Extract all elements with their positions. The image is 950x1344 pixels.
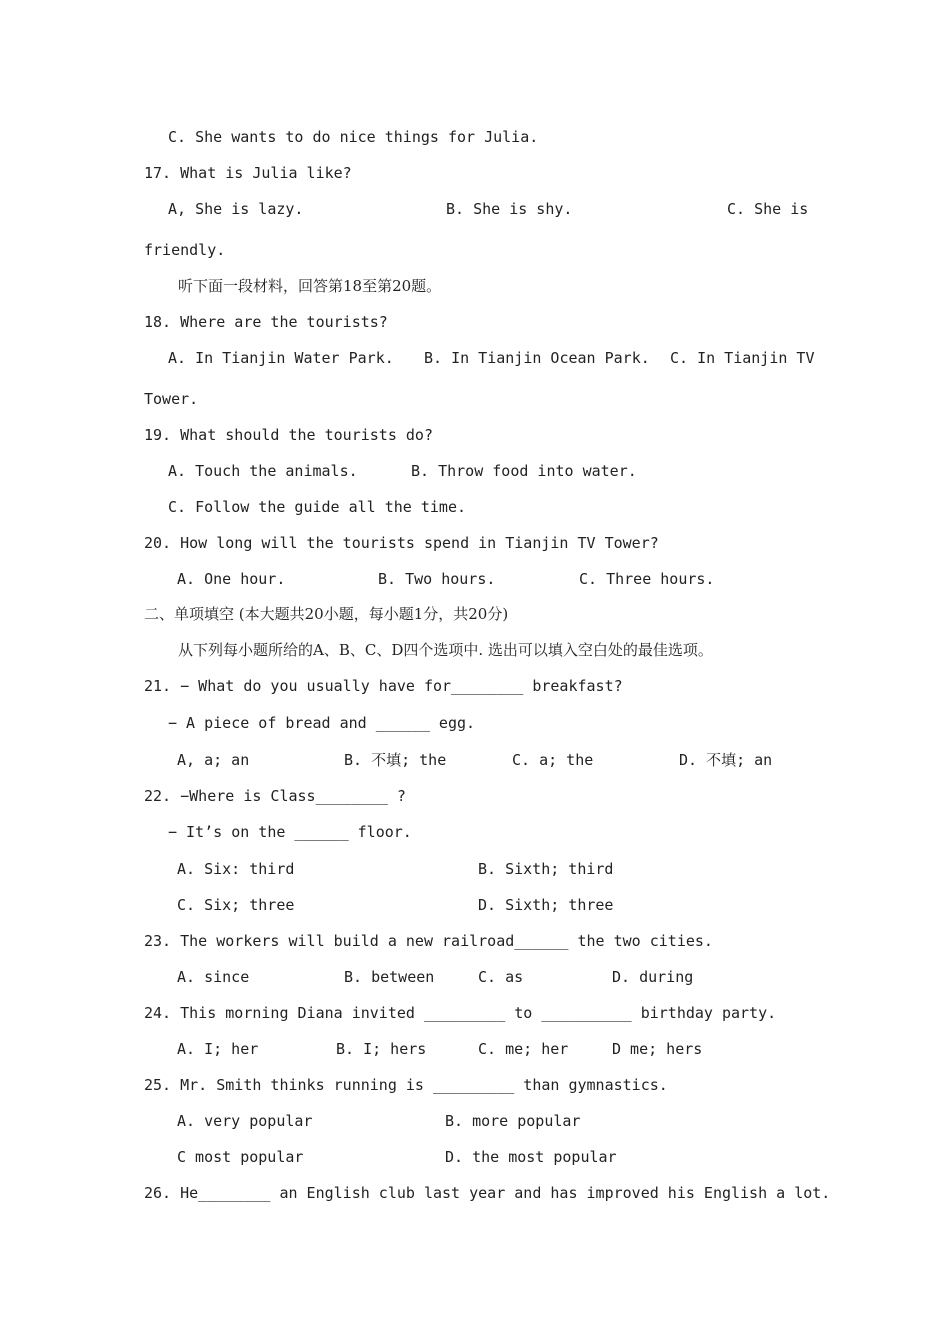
q22-option-a: A. Six: third bbox=[177, 860, 295, 878]
q25-stem: 25. Mr. Smith thinks running is _________ than gymnastics. bbox=[144, 1076, 668, 1094]
q26-stem: 26. He________ an English club last year and has improved his English a lot. bbox=[144, 1184, 831, 1202]
section-2-instruction: 从下列每小题所给的A、B、C、D四个选项中. 选出可以填入空白处的最佳选项。 bbox=[178, 641, 713, 659]
q23-option-a: A. since bbox=[177, 968, 250, 986]
q19-option-b: B. Throw food into water. bbox=[411, 462, 637, 480]
q25-option-b: B. more popular bbox=[445, 1112, 581, 1130]
q18-option-c-cont: Tower. bbox=[144, 390, 199, 408]
q17-option-b: B. She is shy. bbox=[446, 200, 573, 218]
q21-option-b: B. 不填; the bbox=[344, 751, 447, 769]
q16-option-c: C. She wants to do nice things for Julia. bbox=[168, 128, 539, 146]
q24-stem: 24. This morning Diana invited _________ to __________ birthday party. bbox=[144, 1004, 777, 1022]
q22-option-b: B. Sixth; third bbox=[478, 860, 614, 878]
q22-option-d: D. Sixth; three bbox=[478, 896, 614, 914]
q22-stem: 22. −Where is Class________ ? bbox=[144, 787, 406, 805]
q20-option-c: C. Three hours. bbox=[579, 570, 715, 588]
q18-option-b: B. In Tianjin Ocean Park. bbox=[424, 349, 650, 367]
q18-option-a: A. In Tianjin Water Park. bbox=[168, 349, 394, 367]
q24-option-b: B. I; hers bbox=[336, 1040, 427, 1058]
q21-option-c: C. a; the bbox=[512, 751, 594, 769]
q23-option-c: C. as bbox=[478, 968, 524, 986]
q17-option-a: A, She is lazy. bbox=[168, 200, 304, 218]
q23-option-d: D. during bbox=[612, 968, 694, 986]
q25-option-a: A. very popular bbox=[177, 1112, 313, 1130]
section-2-heading: 二、单项填空 (本大题共20小题，每小题1分，共20分) bbox=[144, 605, 509, 623]
q24-option-a: A. I; her bbox=[177, 1040, 259, 1058]
q18-option-c: C. In Tianjin TV bbox=[670, 349, 815, 367]
q25-option-d: D. the most popular bbox=[445, 1148, 617, 1166]
q18-stem: 18. Where are the tourists? bbox=[144, 313, 388, 331]
q17-stem: 17. What is Julia like? bbox=[144, 164, 352, 182]
q24-option-d: D me; hers bbox=[612, 1040, 703, 1058]
q23-stem: 23. The workers will build a new railroad______ the two cities. bbox=[144, 932, 713, 950]
q21-stem: 21. − What do you usually have for________ breakfast? bbox=[144, 677, 623, 695]
q22-option-c: C. Six; three bbox=[177, 896, 295, 914]
q17-option-c: C. She is bbox=[727, 200, 809, 218]
q19-stem: 19. What should the tourists do? bbox=[144, 426, 433, 444]
q21-option-a: A, a; an bbox=[177, 751, 250, 769]
q20-stem: 20. How long will the tourists spend in Tianjin TV Tower? bbox=[144, 534, 659, 552]
instruction-18-20: 听下面一段材料，回答第18至第20题。 bbox=[178, 277, 442, 295]
q17-option-c-cont: friendly. bbox=[144, 241, 226, 259]
q22-stem-2: − It’s on the ______ floor. bbox=[168, 823, 412, 841]
q21-option-d: D. 不填; an bbox=[679, 751, 773, 769]
q23-option-b: B. between bbox=[344, 968, 435, 986]
q19-option-a: A. Touch the animals. bbox=[168, 462, 358, 480]
q20-option-b: B. Two hours. bbox=[378, 570, 496, 588]
q20-option-a: A. One hour. bbox=[177, 570, 286, 588]
q19-option-c: C. Follow the guide all the time. bbox=[168, 498, 467, 516]
q24-option-c: C. me; her bbox=[478, 1040, 569, 1058]
q25-option-c: C most popular bbox=[177, 1148, 304, 1166]
q21-stem-2: − A piece of bread and ______ egg. bbox=[168, 714, 476, 732]
